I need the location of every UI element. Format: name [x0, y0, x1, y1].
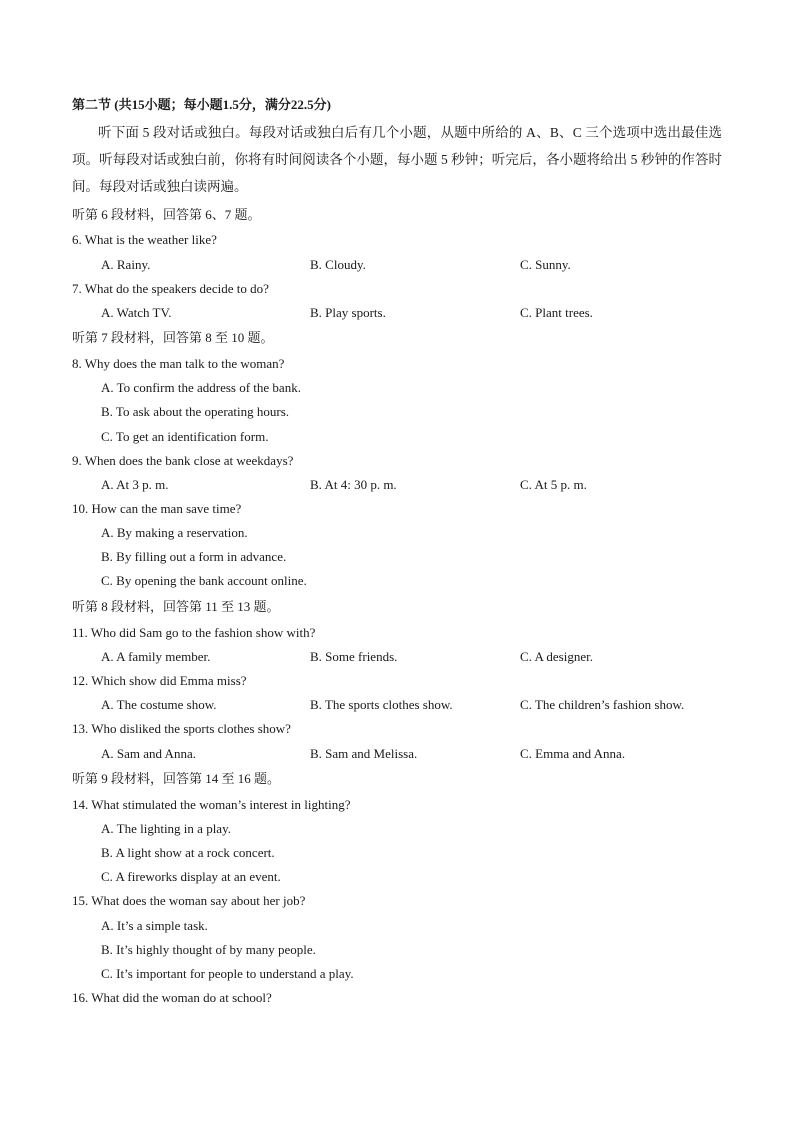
option-10c: C. By opening the bank account online.: [101, 573, 307, 588]
question-7: 7. What do the speakers decide to do?: [72, 281, 269, 296]
question-12: 12. Which show did Emma miss?: [72, 673, 247, 688]
option-7a: A. Watch TV.: [101, 305, 172, 320]
group-heading: 听第 7 段材料，回答第 8 至 10 题。: [72, 330, 274, 345]
section-instructions: 听下面 5 段对话或独白。每段对话或独白后有几个小题，从题中所给的 A、B、C 三个选项中选出最佳选项。听每段对话或独白前，你将有时间阅读各个小题，每小题 5 秒钟；听完后，各小题将给出 5 秒钟的作答时间。每段对话或独白读两遍。: [72, 125, 722, 194]
group-heading: 听第 8 段材料，回答第 11 至 13 题。: [72, 599, 280, 614]
option-12b: B. The sports clothes show.: [310, 697, 453, 712]
option-6a: A. Rainy.: [101, 257, 151, 272]
option-7c: C. Plant trees.: [520, 305, 593, 320]
option-12a: A. The costume show.: [101, 697, 217, 712]
question-6: 6. What is the weather like?: [72, 232, 217, 247]
option-11b: B. Some friends.: [310, 649, 398, 664]
question-8: 8. Why does the man talk to the woman?: [72, 356, 285, 371]
option-8c: C. To get an identification form.: [101, 429, 269, 444]
question-14: 14. What stimulated the woman’s interest in lighting?: [72, 797, 351, 812]
question-10: 10. How can the man save time?: [72, 501, 242, 516]
option-15b: B. It’s highly thought of by many people.: [101, 942, 316, 957]
option-14b: B. A light show at a rock concert.: [101, 845, 275, 860]
option-15a: A. It’s a simple task.: [101, 918, 208, 933]
option-10a: A. By making a reservation.: [101, 525, 248, 540]
option-12c: C. The children’s fashion show.: [520, 697, 685, 712]
question-13: 13. Who disliked the sports clothes show?: [72, 721, 291, 736]
option-6c: C. Sunny.: [520, 257, 571, 272]
group-heading: 听第 9 段材料，回答第 14 至 16 题。: [72, 771, 281, 786]
option-11a: A. A family member.: [101, 649, 211, 664]
option-13c: C. Emma and Anna.: [520, 746, 626, 761]
option-13b: B. Sam and Melissa.: [310, 746, 418, 761]
option-14a: A. The lighting in a play.: [101, 821, 231, 836]
option-13a: A. Sam and Anna.: [101, 746, 196, 761]
group-heading: 听第 6 段材料，回答第 6、7 题。: [72, 207, 261, 222]
option-8b: B. To ask about the operating hours.: [101, 404, 290, 419]
option-7b: B. Play sports.: [310, 305, 386, 320]
option-9c: C. At 5 p. m.: [520, 477, 587, 492]
option-10b: B. By filling out a form in advance.: [101, 549, 287, 564]
question-9: 9. When does the bank close at weekdays?: [72, 453, 294, 468]
option-14c: C. A fireworks display at an event.: [101, 869, 281, 884]
option-8a: A. To confirm the address of the bank.: [101, 380, 301, 395]
question-16: 16. What did the woman do at school?: [72, 990, 272, 1005]
option-6b: B. Cloudy.: [310, 257, 366, 272]
option-15c: C. It’s important for people to understand a play.: [101, 966, 354, 981]
option-11c: C. A designer.: [520, 649, 593, 664]
option-9b: B. At 4: 30 p. m.: [310, 477, 397, 492]
question-11: 11. Who did Sam go to the fashion show with?: [72, 625, 316, 640]
question-15: 15. What does the woman say about her job?: [72, 893, 306, 908]
option-9a: A. At 3 p. m.: [101, 477, 169, 492]
section-heading: 第二节 (共15小题；每小题1.5分，满分22.5分): [72, 97, 331, 112]
